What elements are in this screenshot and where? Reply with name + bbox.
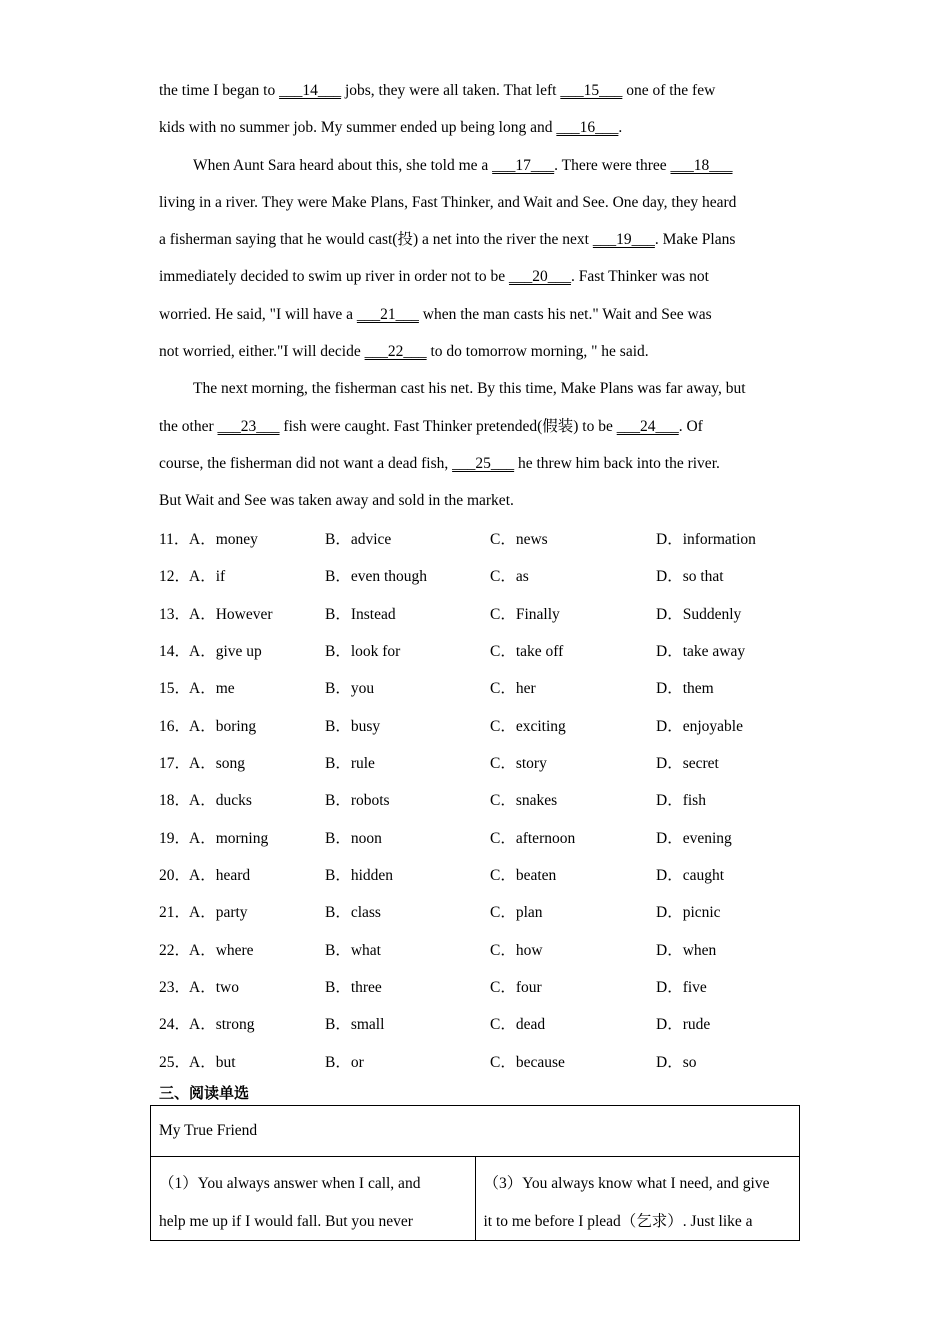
- text-run: living in a river. They were Make Plans, Fast Thinker, and Wait and See. One day, they heard: [159, 193, 737, 211]
- text-run: immediately decided to swim up river in order not to be: [159, 268, 509, 286]
- option-d[interactable]: D．rude: [656, 1016, 711, 1034]
- text-run: . There were three: [554, 156, 671, 174]
- option-d[interactable]: D．so that: [656, 568, 724, 586]
- question-row-23: [159, 969, 799, 1006]
- option-c[interactable]: C．her: [490, 680, 536, 698]
- option-b[interactable]: B．hidden: [325, 867, 394, 885]
- passage-line: [159, 482, 799, 519]
- text-run: kids with no summer job. My summer ended up being long and: [159, 119, 557, 137]
- option-a[interactable]: A．ducks: [189, 792, 252, 810]
- text-run: when the man casts his net." Wait and See was: [418, 305, 712, 323]
- option-d[interactable]: D．so: [656, 1053, 697, 1071]
- option-b[interactable]: B．Instead: [325, 605, 396, 623]
- option-c[interactable]: C．how: [490, 941, 543, 959]
- option-b[interactable]: B．even though: [325, 568, 428, 586]
- text-run: When Aunt Sara heard about this, she told me a: [193, 156, 493, 174]
- text-run: not worried, either."I will decide: [159, 343, 365, 361]
- question-number: 16．: [159, 717, 191, 735]
- question-row-14: [159, 633, 799, 670]
- poem-title: My True Friend: [151, 1106, 800, 1157]
- option-b[interactable]: B．noon: [325, 829, 382, 847]
- text-run: . Make Plans: [654, 231, 736, 249]
- question-row-22: [159, 932, 799, 969]
- option-c[interactable]: C．afternoon: [490, 829, 576, 847]
- question-options: [159, 521, 799, 1081]
- poem-table: [150, 1105, 800, 1241]
- option-b[interactable]: B．robots: [325, 792, 390, 810]
- question-row-15: [159, 670, 799, 707]
- question-row-11: [159, 521, 799, 558]
- option-d[interactable]: D．take away: [656, 643, 746, 661]
- passage-line: [159, 370, 799, 407]
- blank-21: ___21___: [356, 305, 419, 323]
- option-b[interactable]: B．or: [325, 1053, 364, 1071]
- text-run: .: [618, 119, 623, 137]
- option-c[interactable]: C．exciting: [490, 717, 566, 735]
- option-c[interactable]: C．four: [490, 979, 542, 997]
- blank-22: ___22___: [364, 343, 427, 361]
- option-d[interactable]: D．fish: [656, 792, 706, 810]
- question-row-16: [159, 708, 799, 745]
- option-a[interactable]: A．but: [189, 1053, 236, 1071]
- option-a[interactable]: A．if: [189, 568, 226, 586]
- blank-25: ___25___: [452, 454, 515, 472]
- text-run: to do tomorrow morning, " he said.: [426, 343, 649, 361]
- blank-14: ___14___: [279, 82, 342, 99]
- blank-15: ___15___: [560, 82, 623, 99]
- option-c[interactable]: C．story: [490, 755, 547, 773]
- poem-stanza-3: [475, 1157, 800, 1241]
- question-row-24: [159, 1006, 799, 1043]
- option-a[interactable]: A．boring: [189, 717, 257, 735]
- option-a[interactable]: A．However: [189, 605, 273, 623]
- option-b[interactable]: B．advice: [325, 531, 392, 548]
- question-number: 11．: [159, 531, 190, 548]
- option-b[interactable]: B．three: [325, 979, 382, 997]
- question-row-13: [159, 596, 799, 633]
- option-b[interactable]: B．small: [325, 1016, 385, 1034]
- text-run: a fisherman saying that he would cast(投) a net into the river the next: [159, 231, 593, 249]
- option-d[interactable]: D．picnic: [656, 904, 721, 922]
- question-number: 20．: [159, 867, 191, 885]
- option-c[interactable]: C．snakes: [490, 792, 558, 810]
- option-d[interactable]: D．when: [656, 941, 717, 959]
- question-number: 13．: [159, 605, 191, 623]
- option-a[interactable]: A．party: [189, 904, 248, 922]
- passage-line: [159, 408, 799, 445]
- passage-line: [159, 72, 799, 109]
- question-number: 19．: [159, 829, 191, 847]
- passage-line: [159, 147, 799, 184]
- poem-line: help me up if I would fall. But you never: [159, 1212, 413, 1230]
- question-number: 21．: [159, 904, 191, 922]
- option-d[interactable]: D．information: [656, 531, 756, 548]
- passage-line: [159, 109, 799, 146]
- text-run: fish were caught. Fast Thinker pretended(假装) to be: [279, 417, 617, 435]
- poem-line: （3）You always know what I need, and give: [483, 1175, 770, 1192]
- question-number: 14．: [159, 643, 191, 661]
- option-b[interactable]: B．you: [325, 680, 375, 698]
- question-row-25: [159, 1044, 799, 1081]
- text-run: course, the fisherman did not want a dead fish,: [159, 454, 453, 472]
- option-d[interactable]: D．Suddenly: [656, 605, 742, 623]
- blank-24: ___24___: [616, 417, 679, 435]
- question-number: 25．: [159, 1053, 191, 1071]
- text-run: But Wait and See was taken away and sold in the market.: [159, 492, 514, 510]
- question-number: 24．: [159, 1016, 191, 1034]
- passage-line: [159, 184, 799, 221]
- passage-line: [159, 296, 799, 333]
- option-a[interactable]: A．song: [189, 755, 245, 773]
- question-row-12: [159, 558, 799, 595]
- passage-line: [159, 221, 799, 258]
- blank-16: ___16___: [556, 119, 619, 137]
- passage-line: [159, 258, 799, 295]
- text-run: . Fast Thinker was not: [570, 268, 709, 286]
- question-number: 22．: [159, 941, 191, 959]
- option-c[interactable]: C．as: [490, 568, 529, 586]
- blank-18: ___18___: [670, 156, 733, 174]
- text-run: worried. He said, "I will have a: [159, 305, 357, 323]
- question-number: 23．: [159, 979, 191, 997]
- section-heading: 三、阅读单选: [159, 1084, 250, 1102]
- option-c[interactable]: C．take off: [490, 643, 564, 661]
- question-row-19: [159, 820, 799, 857]
- option-a[interactable]: A．me: [189, 680, 235, 698]
- text-run: one of the few: [622, 82, 716, 99]
- option-a[interactable]: A．morning: [189, 829, 269, 847]
- question-number: 15．: [159, 680, 191, 698]
- blank-23: ___23___: [217, 417, 280, 435]
- option-b[interactable]: B．rule: [325, 755, 375, 773]
- passage-line: [159, 333, 799, 370]
- blank-17: ___17___: [492, 156, 555, 174]
- passage-line: [159, 445, 799, 482]
- option-d[interactable]: D．secret: [656, 755, 719, 773]
- option-c[interactable]: C．news: [490, 531, 548, 548]
- option-d[interactable]: D．evening: [656, 829, 732, 847]
- option-d[interactable]: D．them: [656, 680, 714, 698]
- option-c[interactable]: C．because: [490, 1053, 565, 1071]
- option-a[interactable]: A．heard: [189, 867, 251, 885]
- option-a[interactable]: A．where: [189, 941, 254, 959]
- option-c[interactable]: C．plan: [490, 904, 543, 922]
- text-run: he threw him back into the river.: [514, 454, 720, 472]
- blank-20: ___20___: [508, 268, 571, 286]
- option-c[interactable]: C．beaten: [490, 867, 557, 885]
- blank-19: ___19___: [592, 231, 655, 249]
- poem-line: （1）You always answer when I call, and: [159, 1175, 421, 1192]
- option-d[interactable]: D．caught: [656, 867, 725, 885]
- option-a[interactable]: A．strong: [189, 1016, 255, 1034]
- text-run: The next morning, the fisherman cast his net. By this time, Make Plans was far away, but: [193, 380, 746, 398]
- question-number: 17．: [159, 755, 191, 773]
- option-d[interactable]: D．enjoyable: [656, 717, 743, 735]
- poem-stanza-1: [151, 1157, 476, 1241]
- question-number: 18．: [159, 792, 191, 810]
- passage-text: [159, 72, 799, 520]
- option-a[interactable]: A．give up: [189, 643, 262, 661]
- text-run: the time I began to: [159, 82, 280, 99]
- poem-line: it to me before I plead（乞求）. Just like a: [483, 1212, 753, 1230]
- option-a[interactable]: A．money: [189, 531, 258, 548]
- text-run: . Of: [678, 417, 703, 435]
- option-c[interactable]: C．Finally: [490, 605, 560, 623]
- question-row-20: [159, 857, 799, 894]
- question-number: 12．: [159, 568, 191, 586]
- text-run: jobs, they were all taken. That left: [341, 82, 561, 99]
- option-b[interactable]: B．what: [325, 941, 381, 959]
- option-a[interactable]: A．two: [189, 979, 239, 997]
- question-row-21: [159, 894, 799, 931]
- question-row-17: [159, 745, 799, 782]
- option-d[interactable]: D．five: [656, 979, 707, 997]
- option-b[interactable]: B．class: [325, 904, 381, 922]
- option-b[interactable]: B．look for: [325, 643, 401, 661]
- question-row-18: [159, 782, 799, 819]
- option-b[interactable]: B．busy: [325, 717, 381, 735]
- text-run: the other: [159, 417, 218, 435]
- option-c[interactable]: C．dead: [490, 1016, 546, 1034]
